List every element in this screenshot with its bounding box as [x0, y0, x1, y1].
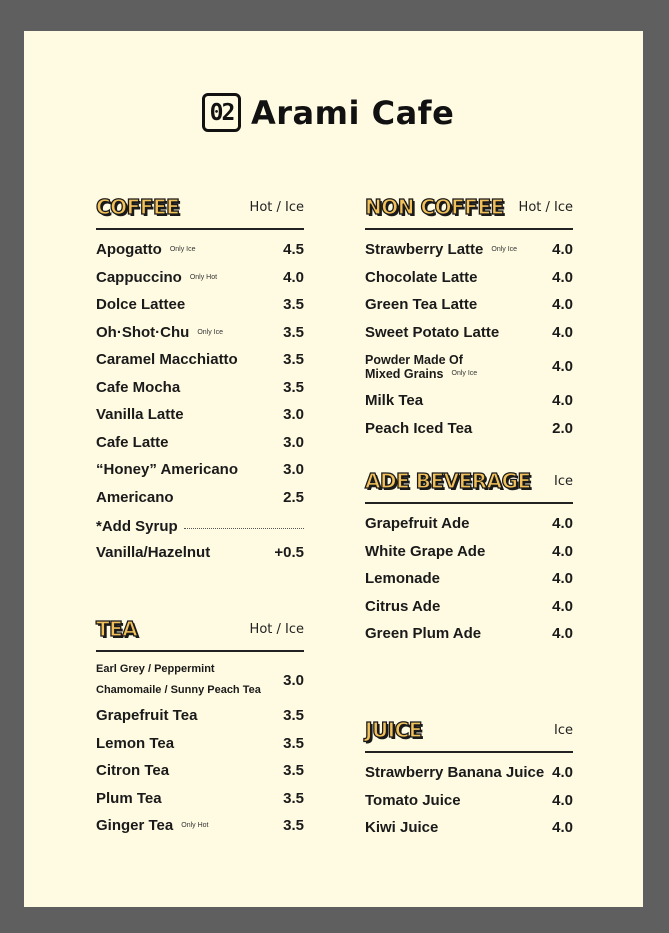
- tea-header: [96, 614, 304, 652]
- menu-item: [96, 757, 304, 785]
- menu-item: [365, 593, 573, 621]
- menu-item: [365, 620, 573, 648]
- menu-list: [365, 236, 573, 442]
- item-name: Apogatto: [96, 241, 162, 259]
- syrup-label: *Add Syrup: [96, 517, 178, 535]
- item-name: Citrus Ade: [365, 597, 441, 615]
- item-name-line2: Chamomaile / Sunny Peach Tea: [96, 684, 261, 696]
- menu-item: [365, 319, 573, 347]
- menu-item: [96, 401, 304, 429]
- menu-item: [365, 236, 573, 264]
- item-price: 3.0: [283, 671, 304, 689]
- section-title: NON COFFEE: [365, 195, 504, 219]
- item-note: Only Ice: [169, 246, 196, 254]
- item-price: 4.0: [552, 296, 573, 314]
- menu-item: [365, 787, 573, 815]
- item-name: Chocolate Latte: [365, 268, 478, 286]
- menu-list: [365, 510, 573, 648]
- item-price: 4.0: [552, 625, 573, 643]
- item-price: 3.5: [283, 351, 304, 369]
- page-title: Arami Cafe: [251, 93, 455, 132]
- item-name: Cafe Latte: [96, 433, 169, 451]
- menu-item: [96, 730, 304, 758]
- non-coffee-header: [365, 192, 573, 230]
- menu-item: [96, 785, 304, 813]
- menu-item: [365, 759, 573, 787]
- item-price: 4.0: [552, 268, 573, 286]
- item-name: Sweet Potato Latte: [365, 323, 500, 341]
- ade-section: [365, 466, 573, 648]
- menu-item: [96, 456, 304, 484]
- item-price: 3.5: [283, 762, 304, 780]
- item-name: Caramel Macchiatto: [96, 351, 238, 369]
- item-name: Green Tea Latte: [365, 296, 478, 314]
- item-name: Vanilla/Hazelnut: [96, 544, 211, 562]
- item-name: Grapefruit Ade: [365, 515, 470, 533]
- menu-list: [96, 236, 304, 511]
- menu-list: [96, 658, 304, 840]
- item-price: +0.5: [274, 544, 304, 562]
- item-note: Only Ice: [451, 369, 478, 377]
- item-name: Kiwi Juice: [365, 819, 439, 837]
- item-name: Oh·Shot·Chu: [96, 323, 190, 341]
- item-price: 4.0: [552, 570, 573, 588]
- item-price: 3.5: [283, 378, 304, 396]
- item-price: 4.0: [552, 597, 573, 615]
- item-name: Strawberry Banana Juice: [365, 764, 545, 782]
- menu-list: [365, 759, 573, 842]
- item-name: Dolce Lattee: [96, 296, 186, 314]
- item-name: Lemonade: [365, 570, 441, 588]
- item-name: Plum Tea: [96, 789, 162, 807]
- item-price: 4.0: [552, 392, 573, 410]
- item-price: 4.0: [552, 515, 573, 533]
- item-price: 4.0: [552, 819, 573, 837]
- menu-item: [96, 346, 304, 374]
- menu-item: [365, 510, 573, 538]
- item-price: 4.0: [552, 358, 573, 375]
- item-name: Tomato Juice: [365, 791, 461, 809]
- section-title: ADE BEVERAGE: [365, 469, 531, 493]
- menu-item: [365, 538, 573, 566]
- item-price: 4.0: [552, 764, 573, 782]
- menu-item: [365, 387, 573, 415]
- menu-item: [365, 264, 573, 292]
- ade-header: [365, 466, 573, 504]
- menu-item: [96, 236, 304, 264]
- menu-item: [96, 429, 304, 457]
- item-name-line1: Earl Grey / Peppermint: [96, 663, 215, 675]
- item-name-line2: Mixed Grains: [365, 366, 444, 381]
- item-price: 3.5: [283, 296, 304, 314]
- juice-header: [365, 715, 573, 753]
- tea-section: [96, 614, 304, 840]
- menu-item: [96, 319, 304, 347]
- temp-label: Hot / Ice: [249, 199, 304, 215]
- item-name: Cafe Mocha: [96, 378, 181, 396]
- temp-label: Ice: [554, 473, 573, 489]
- item-price: 3.5: [283, 323, 304, 341]
- section-title: COFFEE: [96, 195, 180, 219]
- temp-label: Hot / Ice: [518, 199, 573, 215]
- menu-item: [365, 291, 573, 319]
- item-price: 3.5: [283, 734, 304, 752]
- section-title: JUICE: [365, 718, 422, 742]
- item-price: 4.0: [552, 542, 573, 560]
- item-name: Strawberry Latte: [365, 241, 484, 259]
- item-price: 2.5: [283, 488, 304, 506]
- item-price: 3.0: [283, 461, 304, 479]
- item-note: Only Hot: [189, 273, 218, 281]
- non-coffee-section: [365, 192, 573, 442]
- item-price: 3.0: [283, 406, 304, 424]
- menu-item: [96, 264, 304, 292]
- menu-item: [365, 814, 573, 842]
- item-price: 3.0: [283, 433, 304, 451]
- item-price: 4.0: [552, 791, 573, 809]
- item-name: Vanilla Latte: [96, 406, 184, 424]
- menu-item: [96, 484, 304, 512]
- dotted-leader: [184, 528, 304, 529]
- item-note: Only Ice: [197, 328, 223, 336]
- item-price: 4.0: [283, 268, 304, 286]
- item-name: Cappuccino: [96, 268, 182, 286]
- item-note: Only Ice: [491, 246, 518, 254]
- menu-item: [365, 346, 573, 387]
- item-name: Lemon Tea: [96, 734, 175, 752]
- item-name: Americano: [96, 488, 174, 506]
- item-name: Citron Tea: [96, 762, 170, 780]
- item-name: Grapefruit Tea: [96, 707, 198, 725]
- item-price: 3.5: [283, 789, 304, 807]
- menu-item: [96, 702, 304, 730]
- menu-item: [365, 565, 573, 593]
- menu-item: [96, 374, 304, 402]
- syrup-row: [96, 513, 304, 539]
- coffee-section: [96, 192, 304, 567]
- brand-header: [202, 93, 454, 132]
- item-name-line1: Powder Made Of: [365, 352, 463, 367]
- item-price: 4.0: [552, 241, 573, 259]
- item-name: Milk Tea: [365, 392, 424, 410]
- coffee-header: [96, 192, 304, 230]
- logo-icon: [202, 93, 241, 132]
- section-title: TEA: [96, 617, 138, 641]
- menu-item: [365, 415, 573, 443]
- menu-item: [96, 658, 304, 702]
- juice-section: [365, 715, 573, 842]
- item-price: 2.0: [552, 419, 573, 437]
- temp-label: Ice: [554, 722, 573, 738]
- logo-text: 02: [209, 99, 234, 126]
- temp-label: Hot / Ice: [249, 621, 304, 637]
- menu-item: [96, 539, 304, 567]
- item-price: 4.5: [283, 241, 304, 259]
- item-name: Ginger Tea: [96, 817, 174, 835]
- item-name: “Honey” Americano: [96, 461, 238, 479]
- menu-item: [96, 812, 304, 840]
- item-name: White Grape Ade: [365, 542, 486, 560]
- item-note: Only Hot: [181, 822, 209, 830]
- menu-item: [96, 291, 304, 319]
- item-price: 3.5: [283, 817, 304, 835]
- item-price: 3.5: [283, 707, 304, 725]
- item-name: Green Plum Ade: [365, 625, 482, 643]
- item-price: 4.0: [552, 323, 573, 341]
- item-name: Peach Iced Tea: [365, 419, 473, 437]
